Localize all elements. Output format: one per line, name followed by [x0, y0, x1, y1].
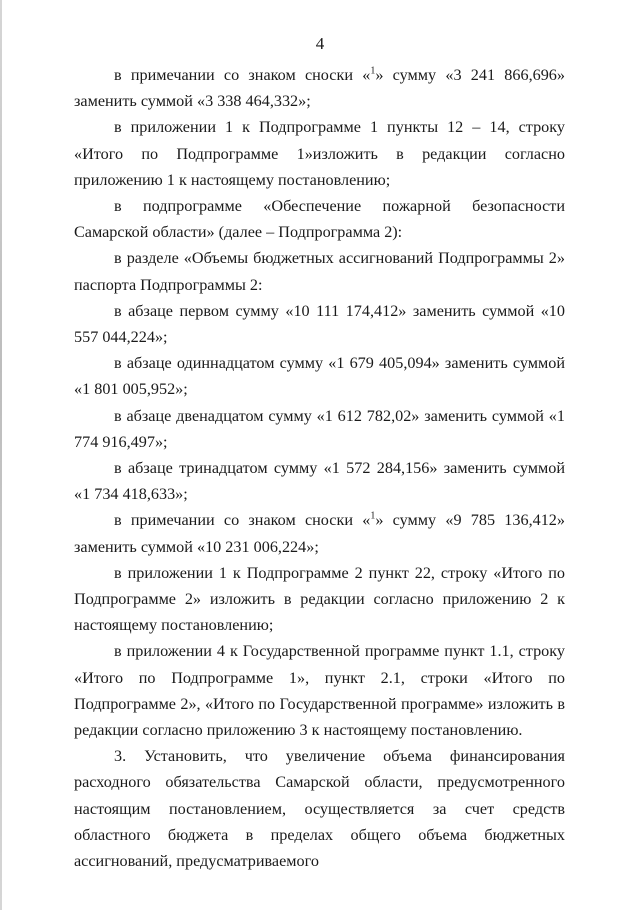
paragraph: в приложении 4 к Государственной программе пункт 1.1, строку «Итого по Подпрограмме 1», пункт 2.1, строки «Итого по Подпрограмме 2», «Итого по Государственной программе» изложить в редакции согласно приложению 3 к настоящему постановлению. [74, 642, 565, 740]
paragraph: в примечании со знаком сноски «$^1$» сумму «3 241 866,696» заменить суммой «3 338 464,332»; [74, 65, 565, 111]
paragraph: в примечании со знаком сноски «$^1$» сумму «9 785 136,412» заменить суммой «10 231 006,224»; [74, 511, 565, 556]
scan-edge-mark [0, 0, 2, 910]
paragraph: в приложении 1 к Подпрограмме 1 пункты 12 – 14, строку «Итого по Подпрограмме 1»изложить в редакции согласно приложению 1 к настоящему постановлению; [74, 118, 565, 189]
paragraph: в абзаце одиннадцатом сумму «1 679 405,094» заменить суммой «1 801 005,952»; [74, 354, 565, 399]
paragraph: 3. Установить, что увеличение объема финансирования расходного обязательства Самарской области, предусмотренного настоящим постановлением, осуществляется за счет средств областного бюджета в пределах общего объема бюджетных ассигнований, предусматриваемого [74, 747, 565, 871]
document-body [74, 62, 565, 874]
paragraph: в разделе «Объемы бюджетных ассигнований Подпрограммы 2» паспорта Подпрограммы 2: [74, 249, 565, 294]
paragraph: в подпрограмме «Обеспечение пожарной безопасности Самарской области» (далее – Подпрограмма 2): [74, 197, 565, 242]
paragraph: в абзаце тринадцатом сумму «1 572 284,156» заменить суммой «1 734 418,633»; [74, 459, 565, 504]
page-number: 4 [315, 34, 325, 53]
paragraph: в абзаце двенадцатом сумму «1 612 782,02» заменить суммой «1 774 916,497»; [74, 406, 565, 451]
footnote-mark: 1 [370, 65, 376, 77]
paragraph: в абзаце первом сумму «10 111 174,412» заменить суммой «10 557 044,224»; [74, 301, 565, 347]
paragraph: в приложении 1 к Подпрограмме 2 пункт 22, строку «Итого по Подпрограмме 2» изложить в редакции согласно приложению 2 к настоящему постановлению; [74, 563, 565, 635]
footnote-mark: 1 [370, 511, 376, 523]
